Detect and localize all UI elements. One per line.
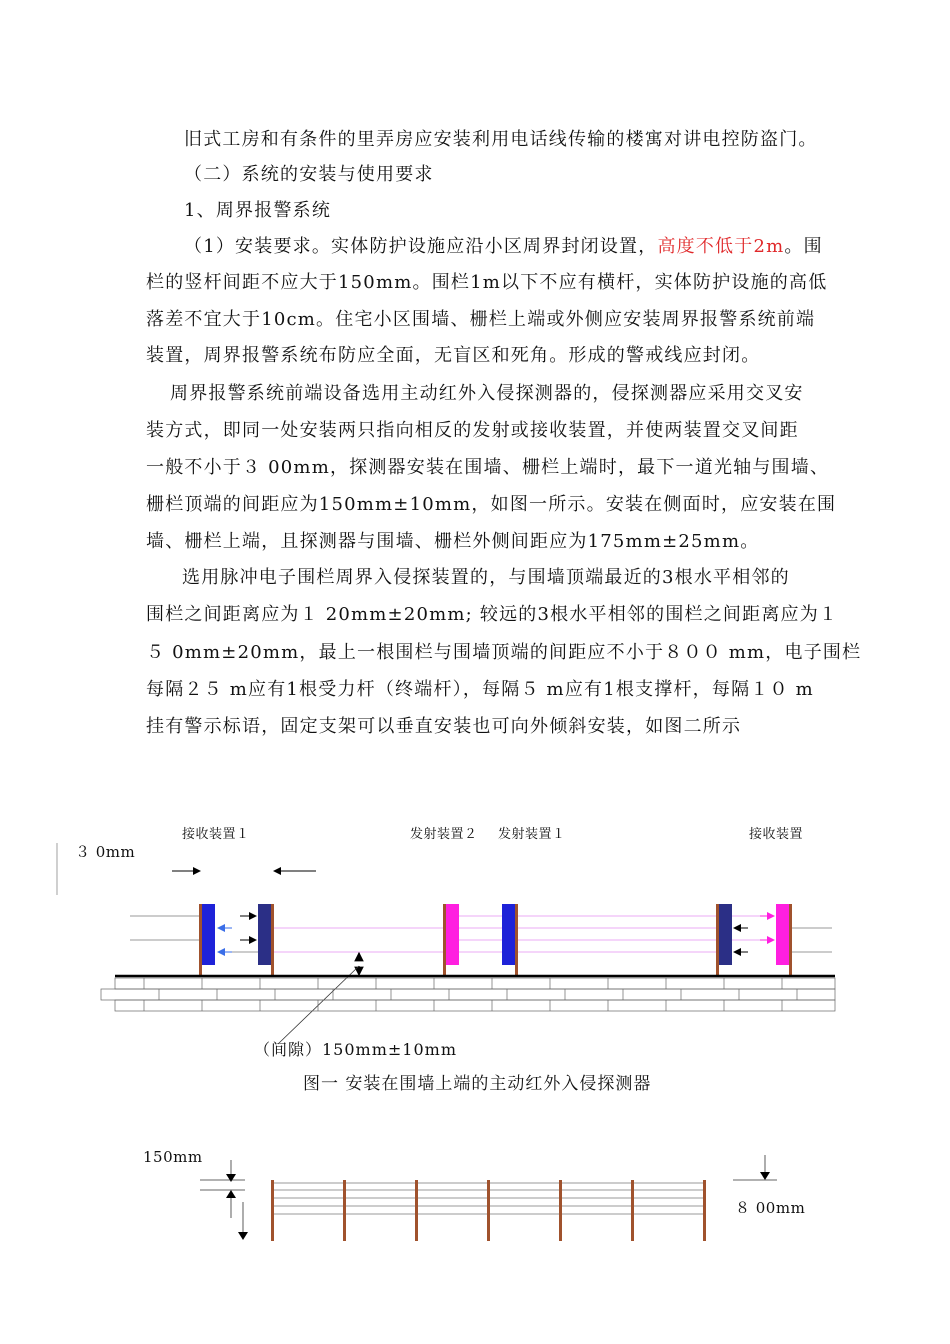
label-spacing-300: ３ 0mm xyxy=(75,843,136,861)
brick-wall xyxy=(101,978,835,1011)
text-line-8: 周界报警系统前端设备选用主动红外入侵探测器的，侵探测器应采用交叉安 xyxy=(170,383,804,404)
figure-1-caption: 图一 安装在围墙上端的主动红外入侵探测器 xyxy=(303,1074,652,1094)
text-segment: 。围 xyxy=(784,236,823,257)
section-heading: （二）系统的安装与使用要求 xyxy=(184,164,434,185)
device-left-b xyxy=(258,904,271,965)
label-transmitter-2: 发射装置２ xyxy=(410,827,478,842)
transmitter-1-device xyxy=(502,904,515,965)
highlight-text: 高度不低于2m xyxy=(657,236,785,257)
receiver-device xyxy=(776,904,789,965)
label-transmitter-1: 发射装置１ xyxy=(498,827,566,842)
text-line-5: 栏的竖杆间距不应大于150mm。围栏1m以下不应有横杆，实体防护设施的高低 xyxy=(146,272,828,293)
label-800mm: ８ 00mm xyxy=(735,1199,806,1217)
device-right-a xyxy=(719,904,732,965)
figure-2-drawing xyxy=(200,1155,777,1241)
text-line-12: 墙、栅栏上端，且探测器与围墙、栅栏外侧间距应为175mm±25mm。 xyxy=(146,531,760,552)
text-segment: （1）安装要求。实体防护设施应沿小区周界封闭设置， xyxy=(184,236,658,257)
text-line-13: 选用脉冲电子围栏周界入侵探装置的，与围墙顶端最近的3根水平相邻的 xyxy=(182,567,790,588)
text-line-9: 装方式，即同一处安装两只指向相反的发射或接收装置，并使两装置交叉间距 xyxy=(146,420,799,441)
text-line-6: 落差不宜大于10cm。住宅小区围墙、栅栏上端或外侧应安装周界报警系统前端 xyxy=(146,309,816,330)
text-line-16: 每隔２５ m应有1根受力杆（终端杆），每隔５ m应有1根支撑杆，每隔１０ m xyxy=(146,679,814,700)
text-line-7: 装置，周界报警系统布防应全面，无盲区和死角。形成的警戒线应封闭。 xyxy=(146,345,761,366)
text-line-14: 围栏之间距离应为１ 20mm±20mm; 较远的3根水平相邻的围栏之间距离应为１ xyxy=(146,604,839,625)
text-line-17: 挂有警示标语，固定支架可以垂直安装也可向外倾斜安装，如图二所示 xyxy=(146,716,742,737)
label-150mm: 150mm xyxy=(143,1148,203,1166)
label-receiver: 接收装置 xyxy=(749,827,804,842)
transmitter-2-device xyxy=(446,904,459,965)
receiver-1-device xyxy=(202,904,215,965)
text-line-11: 栅栏顶端的间距应为150mm±10mm，如图一所示。安装在侧面时，应安装在围 xyxy=(146,494,837,515)
text-line-10: 一般不小于３ 00mm，探测器安装在围墙、栅栏上端时，最下一道光轴与围墙、 xyxy=(146,457,830,478)
subsection-heading: 1、周界报警系统 xyxy=(184,200,332,221)
text-line-15: ５ 0mm±20mm，最上一根围栏与围墙顶端的间距应不小于８００ mm，电子围栏 xyxy=(146,642,862,663)
label-receiver-1: 接收装置１ xyxy=(182,827,250,842)
text-line-1: 旧式工房和有条件的里弄房应安装利用电话线传输的楼寓对讲电控防盗门。 xyxy=(184,129,818,150)
label-gap: （间隙）150mm±10mm xyxy=(254,1040,457,1059)
